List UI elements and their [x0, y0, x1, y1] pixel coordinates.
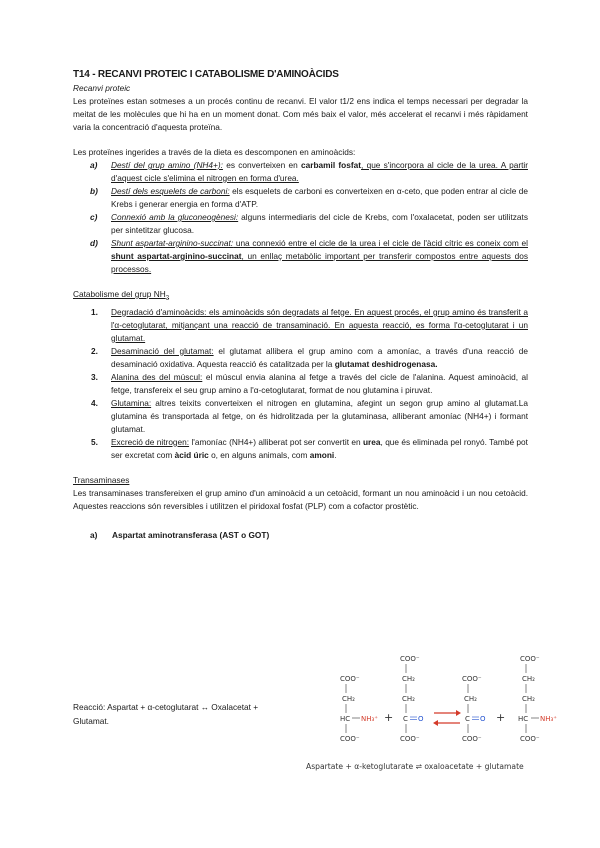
coo-label: COO⁻	[400, 735, 420, 743]
catabolism-list	[73, 306, 528, 462]
diagram-caption: Aspartate + α-ketoglutarate ⇌ oxaloacetate + glutamate	[306, 762, 524, 771]
transaminases-heading: Transaminases	[73, 474, 130, 485]
coo-label: COO⁻	[520, 735, 540, 743]
diet-intro: Les proteïnes ingerides a través de la dieta es descomponen en aminoàcids:	[73, 147, 356, 157]
coo-label: COO⁻	[520, 655, 540, 663]
list-item: d) Shunt aspartat-arginino-succinat: una connexió entre el cicle de la urea i el cicle de l'àcid cítric es coneix com el shunt aspartat-arginino-succinat, un enllaç metabòlic important per transferir compostos entre aquests dos processos.	[90, 238, 528, 274]
list-item: 5. Excreció de nitrogen: l'amoníac (NH4+) alliberat pot ser convertit en urea, que és eliminada pel ronyó. També pot ser excretat com àcid úric o, en alguns animals, com amoni.	[91, 436, 528, 460]
ch2-label: CH₂	[522, 675, 535, 683]
list-item: c) Connexió amb la gluconeogènesi: alguns intermediaris del cicle de Krebs, com l'oxalacetat, poden ser utilitzats per sintetitzar glucosa.	[90, 212, 528, 235]
ch2-label: CH₂	[402, 675, 415, 683]
transaminases-paragraph: Les transaminases transfereixen el grup amino d'un aminoàcid a un cetoàcid, formant un nou aminoàcid i un nou cetoàcid. Aquestes reaccions són reversibles i utilitzen el piridoxal fosfat (PLP) com a cofactor prostètic.	[73, 487, 528, 511]
coo-label: COO⁻	[462, 675, 482, 683]
intro-paragraph: Les proteïnes estan sotmeses a un procés continu de recanvi. El valor t1/2 ens indica el temps necessari per degradar la meitat de les molècules que hi ha en un moment donat. Com més baix el valor, més accelerat el recanvi i més ràpidament varia la concentració d'aquesta proteïna.	[73, 96, 528, 132]
coo-label: COO⁻	[400, 655, 420, 663]
section-subtitle: Recanvi proteic	[73, 83, 131, 93]
carbon-label: C	[465, 715, 470, 723]
plus-sign: +	[496, 711, 506, 724]
transamination-diagram	[306, 655, 578, 777]
list-item: a) Destí del grup amino (NH4+): es converteixen en carbamil fosfat, que s'incorpora al cicle de la urea. A partir d'aquest cicle s'elimina el nitrogen en forma d'urea.	[90, 160, 528, 183]
ch2-label: CH₂	[402, 695, 415, 703]
list-item: 4. Glutamina: altres teixits converteixen el nitrogen en glutamina, afegint un segon grup amino al glutamat.La glutamina és transportada al fetge, on és hidrolitzada per la glutaminasa, alliberant amoníac (NH4+) i formant glutamat.	[91, 397, 528, 434]
coo-label: COO⁻	[462, 735, 482, 743]
ch2-label: CH₂	[464, 695, 477, 703]
ch2-label: CH₂	[522, 695, 535, 703]
carbon-label: C	[403, 715, 408, 723]
list-item: 3. Alanina des del múscul: el múscul envia alanina al fetge a través del cicle de l'alanina. Aquest aminoàcid, al fetge, transfereix el seu grup amino a l'α-cetoglutarat, format de nou glutamina i piruvat.	[91, 371, 528, 395]
ast-heading: a) Aspartat aminotransferasa (AST o GOT)	[90, 529, 270, 540]
diet-list	[73, 159, 528, 276]
page-title: T14 - RECANVI PROTEIC I CATABOLISME D'AMINOÀCIDS	[73, 69, 339, 80]
hc-label: HC	[340, 715, 351, 723]
list-item: b) Destí dels esquelets de carboni: els esquelets de carboni es converteixen en α-ceto, que poden entrar al cicle de Krebs i generar energia en forma d'ATP.	[90, 186, 528, 209]
oxygen-label: O	[480, 715, 486, 723]
list-item: 2. Desaminació del glutamat: el glutamat allibera el grup amino com a amoníac, a través d'una reacció de desaminació oxidativa. Aquesta reacció és catalitzada per la glutamat deshidrogenasa.	[91, 345, 528, 369]
list-item: 1. Degradació d'aminoàcids: els aminoàcids són degradats al fetge. En aquest procés, el grup amino és transferit a l'α-cetoglutarat, mitjançant una reacció de transaminació. En aquesta reacció, es forma l'α-cetoglutarat i un glutamat.	[91, 306, 528, 343]
coo-label: COO⁻	[340, 735, 360, 743]
nh3-label: NH₃⁺	[540, 715, 558, 723]
plus-sign: +	[384, 711, 394, 724]
coo-label: COO⁻	[340, 675, 360, 683]
document-page	[73, 68, 528, 542]
catabolism-heading: Catabolisme del grup $NH_2$	[73, 289, 170, 302]
reaction-text: Reacció: Aspartat + α-cetoglutarat ↔ Oxalacetat + Glutamat.	[73, 702, 259, 726]
nh3-label: NH₃⁺	[361, 715, 379, 723]
hc-label: HC	[518, 715, 529, 723]
oxygen-label: O	[418, 715, 424, 723]
ch2-label: CH₂	[342, 695, 355, 703]
